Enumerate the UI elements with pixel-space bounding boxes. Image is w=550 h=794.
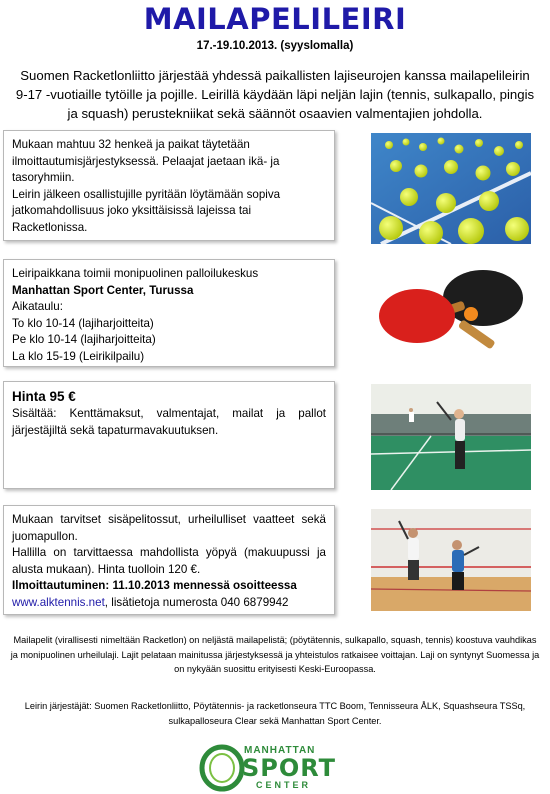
venue-name: Manhattan Sport Center, Turussa — [12, 283, 194, 297]
page-title: MAILAPELILEIRI — [143, 2, 407, 36]
manhattan-sport-center-logo — [196, 744, 356, 792]
schedule-label: Aikataulu: — [12, 300, 63, 314]
event-dates: 17.-19.10.2013. (syyslomalla) — [196, 40, 354, 52]
registration-text: Ilmoittautuminen: 11.10.2013 mennessä osoitteessa — [12, 579, 297, 593]
price-includes: Sisältää: Kenttämaksut, valmentajat, mailat ja pallot järjestäjiltä sekä tapaturmavakuutuksen. — [12, 407, 326, 437]
schedule-item: La klo 15-19 (Leirikilpailu) — [12, 349, 145, 363]
schedule-item: Pe klo 10-14 (lajiharjoitteita) — [12, 333, 156, 347]
registration-link[interactable]: www.alktennis.net — [12, 595, 105, 609]
lodging-text: Hallilla on tarvittaessa mahdollista yöpyä (makuupussi ja alusta mukaan). Hinta tuolloin 120 €. — [12, 546, 326, 576]
info-box-participants — [3, 130, 335, 241]
price: Hinta 95 € — [12, 389, 76, 404]
logo-line-3: CENTER — [256, 780, 312, 790]
followup-text: Leirin jälkeen osallistujille pyritään löytämään sopiva jatkomahdollisuus joko yksittäisissä lajeissa tai Racketlonissa. — [12, 187, 281, 234]
contact-text: , lisätietoja numerosta 040 6879942 — [104, 595, 289, 609]
badminton-image — [371, 384, 531, 490]
info-box-registration — [3, 505, 335, 615]
info-box-price — [3, 381, 335, 489]
venue-text: Leiripaikkana toimii monipuolinen palloilukeskus — [12, 267, 259, 280]
racketlon-description: Mailapelit (virallisesti nimeltään Racketlon) on neljästä mailapelistä; (pöytätennis, sulkapallo, squash, tennis) koostuva vauhdikas ja monipuolinen urheilulaji. Lajit pelataan mainitussa järjestyksessä ja yhteistulos ratkaisee voittajan. Laji on syntynyt Suomessa ja on nykyään suosittu erityisesti Keski-Euroopassa. — [10, 635, 540, 675]
schedule-item: To klo 10-14 (lajiharjoitteita) — [12, 316, 154, 330]
intro-text: Suomen Racketlonliitto järjestää yhdessä paikallisten lajiseurojen kanssa mailapelileirin 9-17 -vuotiaille tytöille ja pojille. Leirillä käydään läpi neljän lajin (tennis, sulkapallo, pingis ja squash) perustekniikat sekä säännöt osaavien valmentajien johdolla. — [15, 68, 535, 121]
logo-line-1: MANHATTAN — [244, 745, 316, 756]
info-box-venue — [3, 259, 335, 367]
participants-text: Mukaan mahtuu 32 henkeä ja paikat täytetään ilmoittautumisjärjestyksessä. Pelaajat jaetaan ikä- ja tasoryhmiin. — [12, 138, 280, 185]
equipment-text: Mukaan tarvitset sisäpelitossut, urheilulliset vaatteet sekä juomapullon. — [12, 513, 326, 543]
logo-line-2: SPORT — [242, 754, 337, 782]
squash-image — [371, 509, 531, 611]
organizers-text: Leirin järjestäjät: Suomen Racketlonliitto, Pöytätennis- ja racketlonseura TTC Boom, Tennisseura ÅLK, Squashseura TSSq, sulkapalloseura Clear sekä Manhattan Sport Center. — [24, 701, 526, 726]
table-tennis-image — [371, 260, 531, 360]
tennis-balls-image — [371, 133, 531, 244]
